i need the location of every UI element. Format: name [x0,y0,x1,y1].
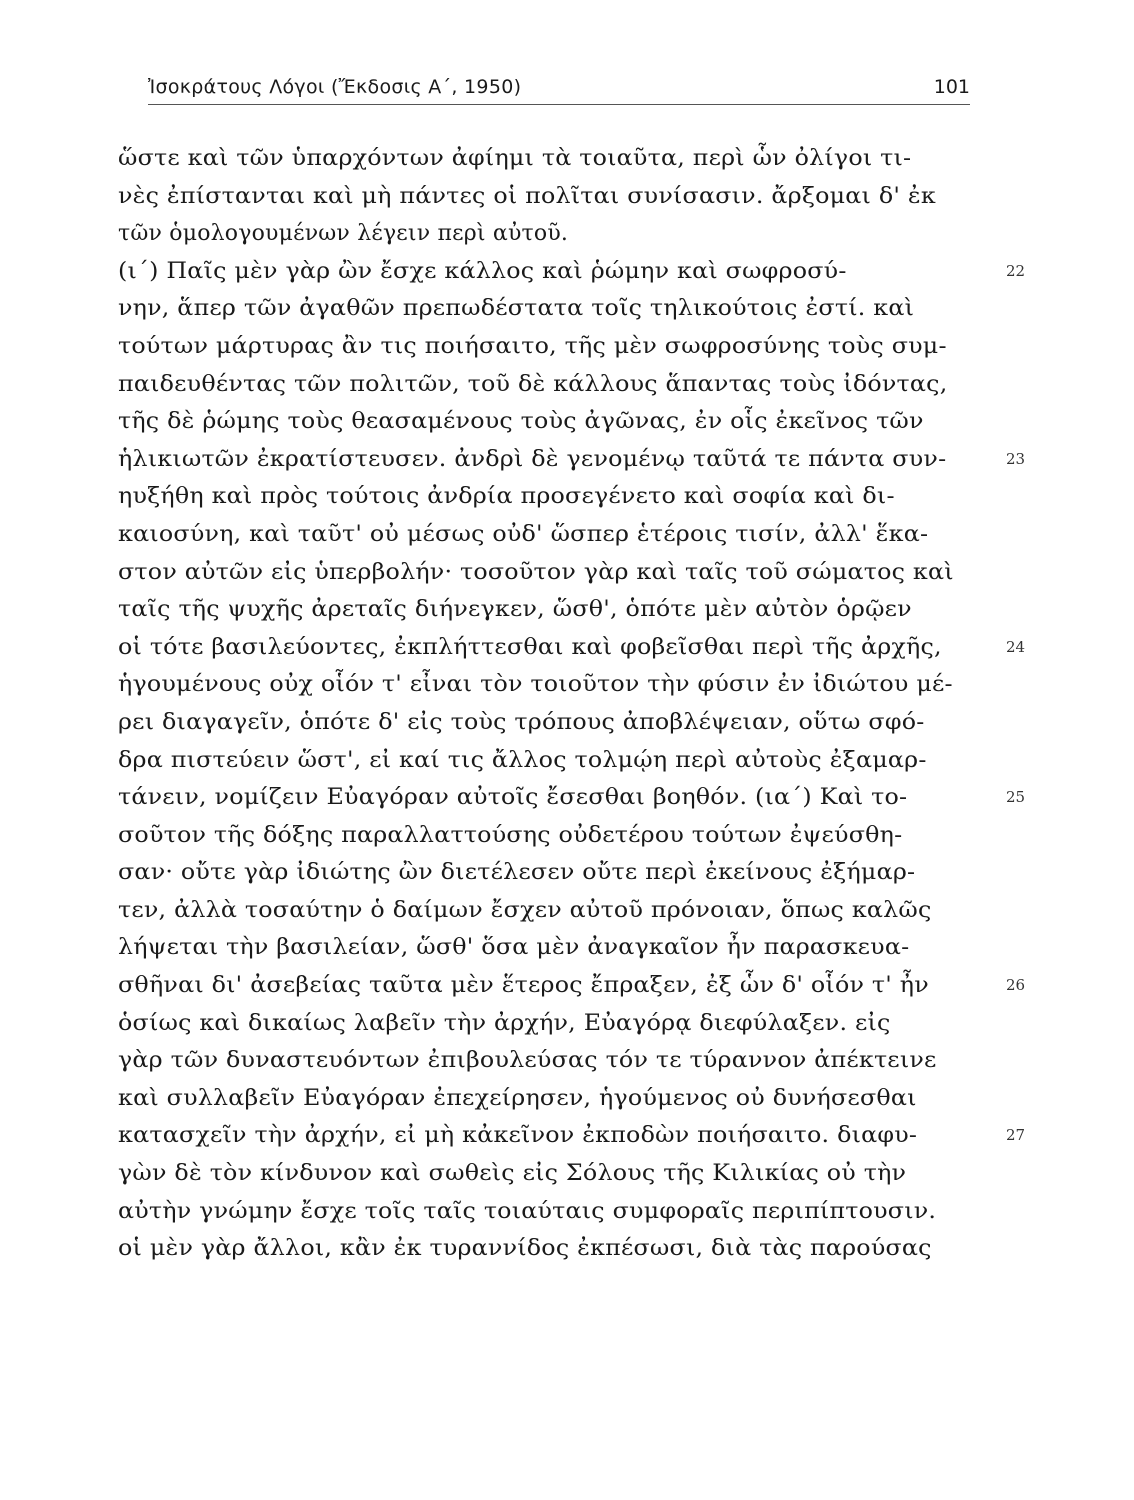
text-line [118,253,1026,291]
text-line [118,1080,988,1118]
line-text: οἱ τότε βασιλεύοντες, ἐκπλήττεσθαι καὶ φοβεῖσθαι περὶ τῆς ἀρχῆς, [118,634,942,660]
line-text: ὥστε καὶ τῶν ὑπαρχόντων ἀφίημι τὰ τοιαῦτα, περὶ ὧν ὀλίγοι τι- [118,146,912,171]
text-line [118,290,988,328]
line-text: ρει διαγαγεῖν, ὁπότε δ' εἰς τοὺς τρόπους ἀποβλέψειαν, οὕτω σφό- [118,709,925,735]
line-text: γὼν δὲ τὸν κίνδυνον καὶ σωθεὶς εἰς Σόλους τῆς Κιλικίας οὐ τὴν [118,1161,907,1187]
text-line [118,779,1026,817]
line-text: σαν· οὔτε γὰρ ἰδιώτης ὢν διετέλεσεν οὔτε περὶ ἐκείνους ἐξήμαρ- [118,860,916,886]
text-line [118,704,988,742]
text-line [118,1230,988,1268]
text-line [118,591,988,629]
text-line [118,929,988,967]
text-line [118,366,988,404]
line-text: δρα πιστεύειν ὥστ', εἰ καί τις ἄλλος τολμῴη περὶ αὐτοὺς ἐξαμαρ- [118,747,927,773]
line-text: ἡλικιωτῶν ἐκρατίστευσεν. ἀνδρὶ δὲ γενομένῳ ταῦτά τε πάντα συν- [118,446,947,472]
text-line [118,215,988,253]
line-text: γὰρ τῶν δυναστευόντων ἐπιβουλεύσας τόν τε τύραννον ἀπέκτεινε [118,1048,937,1074]
section-number: 23 [1006,449,1026,468]
line-text: ὁσίως καὶ δικαίως λαβεῖν τὴν ἀρχήν, Εὐαγόρᾳ διεφύλαξεν. εἰς [118,1010,891,1036]
section-number: 27 [1006,1126,1026,1145]
section-number: 26 [1006,976,1026,995]
line-text: τῶν ὁμολογουμένων λέγειν περὶ αὐτοῦ. [118,221,569,247]
line-text: ἡγουμένους οὐχ οἷόν τ' εἶναι τὸν τοιοῦτον τὴν φύσιν ἐν ἰδιώτου μέ- [118,672,953,698]
section-number: 24 [1006,637,1026,656]
page-number: 101 [933,76,970,98]
line-text: ηυξήθη καὶ πρὸς τούτοις ἀνδρία προσεγένετο καὶ σοφία καὶ δι- [118,484,895,510]
body-text [118,140,1026,1268]
line-text: τεν, ἀλλὰ τοσαύτην ὁ δαίμων ἔσχεν αὐτοῦ πρόνοιαν, ὅπως καλῶς [118,897,932,923]
line-text: στον αὐτῶν εἰς ὑπερβολήν· τοσοῦτον γὰρ καὶ ταῖς τοῦ σώματος καὶ [118,559,954,585]
text-line [118,629,1026,667]
text-line [118,478,988,516]
line-text: νὲς ἐπίστανται καὶ μὴ πάντες οἱ πολῖται συνίσασιν. ἄρξομαι δ' ἐκ [118,183,936,209]
section-number: 25 [1006,788,1026,807]
line-text: ταῖς τῆς ψυχῆς ἀρεταῖς διήνεγκεν, ὥσθ', ὁπότε μὲν αὐτὸν ὁρῷεν [118,597,912,623]
line-text: τούτων μάρτυρας ἂν τις ποιήσαιτο, τῆς μὲν σωφροσύνης τοὺς συμ- [118,333,947,359]
text-line [118,817,988,855]
text-line [118,441,1026,479]
text-line [118,967,1026,1005]
text-line [118,328,988,366]
line-text: σοῦτον τῆς δόξης παραλλαττούσης οὐδετέρου τούτων ἐψεύσθη- [118,822,903,848]
text-line [118,892,988,930]
text-line [118,742,988,780]
line-text: κατασχεῖν τὴν ἀρχήν, εἰ μὴ κἀκεῖνον ἐκποδὼν ποιήσαιτο. διαφυ- [118,1123,918,1149]
page-header [148,76,970,106]
line-text: τάνειν, νομίζειν Εὐαγόραν αὐτοῖς ἔσεσθαι βοηθόν. (ια΄) Καὶ το- [118,785,908,811]
line-text: νην, ἅπερ τῶν ἀγαθῶν πρεπωδέστατα τοῖς τηλικούτοις ἐστί. καὶ [118,296,915,322]
line-text: παιδευθέντας τῶν πολιτῶν, τοῦ δὲ κάλλους ἅπαντας τοὺς ἰδόντας, [118,371,948,397]
section-number: 22 [1006,261,1026,280]
text-line [118,854,988,892]
line-text: τῆς δὲ ῥώμης τοὺς θεασαμένους τοὺς ἀγῶνας, ἐν οἷς ἐκεῖνος τῶν [118,409,924,435]
running-title: Ἰσοκράτους Λόγοι (Ἔκδοσις Α΄, 1950) [148,76,522,98]
line-text: λήψεται τὴν βασιλείαν, ὥσθ' ὅσα μὲν ἀναγκαῖον ἦν παρασκευα- [118,935,910,961]
text-line [118,403,988,441]
text-line [118,1005,988,1043]
header-divider [148,104,970,105]
text-line [118,140,988,178]
text-line [118,554,988,592]
line-text: οἱ μὲν γὰρ ἄλλοι, κἂν ἐκ τυραννίδος ἐκπέσωσι, διὰ τὰς παρούσας [118,1236,932,1262]
text-line [118,1042,988,1080]
text-line [118,666,988,704]
text-line [118,516,988,554]
line-text: (ι΄) Παῖς μὲν γὰρ ὢν ἔσχε κάλλος καὶ ῥώμην καὶ σωφροσύ- [118,258,847,284]
line-text: σθῆναι δι' ἀσεβείας ταῦτα μὲν ἕτερος ἔπραξεν, ἐξ ὧν δ' οἷόν τ' ἦν [118,973,929,999]
text-line [118,1117,1026,1155]
line-text: αὐτὴν γνώμην ἔσχε τοῖς ταῖς τοιαύταις συμφοραῖς περιπίπτουσιν. [118,1198,937,1224]
text-line [118,178,988,216]
line-text: καὶ συλλαβεῖν Εὐαγόραν ἐπεχείρησεν, ἡγούμενος οὐ δυνήσεσθαι [118,1085,917,1111]
line-text: καιοσύνη, καὶ ταῦτ' οὐ μέσως οὐδ' ὥσπερ ἑτέροις τισίν, ἀλλ' ἕκα- [118,521,929,547]
text-line [118,1155,988,1193]
text-line [118,1193,988,1231]
